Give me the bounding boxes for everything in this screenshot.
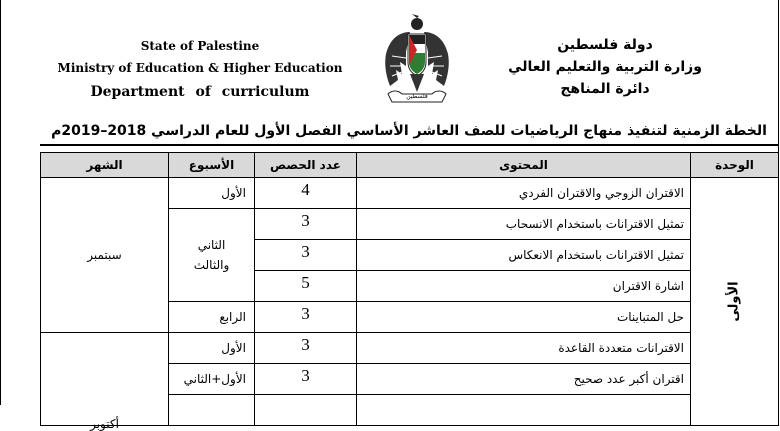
title-underline [40,144,778,146]
periods-cell: 3 [255,364,357,395]
header-periods: عدد الحصص [255,153,357,178]
schedule-table [40,152,779,431]
header-en-department: Department of curriculum [90,84,310,100]
week-cell: الأول+الثاني [169,364,255,395]
header-week: الأسبوع [169,153,255,178]
table-row [41,333,779,364]
content-cell: اقتران أكبر عدد صحيح [357,364,691,395]
header-ar-department: دائرة المناهج [560,81,650,97]
content-cell: الاقترانات متعددة القاعدة [357,333,691,364]
document-title: الخطة الزمنية لتنفيذ منهاج الرياضيات للصف العاشر الأساسي الفصل الأول للعام الدراسي 2018–2019م [51,123,767,139]
week-cell: الأول [169,178,255,209]
periods-cell: 3 [255,209,357,240]
content-cell: تمثيل الاقترانات باستخدام الانسحاب [357,209,691,240]
content-cell: تمثيل الاقترانات باستخدام الانعكاس [357,240,691,271]
emblem-caption: فلسطين [406,93,428,100]
palestine-emblem-icon [372,10,462,110]
week-label-line1: الثاني [197,238,226,252]
content-cell [357,395,691,426]
header-ar-state: دولة فلسطين [557,37,653,53]
header-ar-ministry: وزارة التربية والتعليم العالي [508,59,702,75]
week-cell: الأول [169,333,255,364]
periods-cell [255,395,357,426]
unit-label: الأولى [726,281,742,322]
table-row [41,178,779,209]
header-en-state: State of Palestine [140,39,260,53]
content-cell: اشارة الاقتران [357,271,691,302]
periods-cell: 4 [255,178,357,209]
week-cell [169,209,255,302]
header-unit: الوحدة [691,153,779,178]
month-cell-september: سبتمبر [41,178,169,333]
week-cell [169,395,255,426]
content-cell: حل المتباينات [357,302,691,333]
unit-cell [691,178,779,426]
header-month: الشهر [41,153,169,178]
header-english [55,38,345,102]
month-label-october: أكتوبر [90,417,119,431]
periods-cell: 3 [255,302,357,333]
week-label-line2: والثالث [193,258,230,272]
table-header-row [41,153,779,178]
content-cell: الاقتران الزوجي والاقتران الفردي [357,178,691,209]
week-cell: الرابع [169,302,255,333]
periods-cell: 3 [255,333,357,364]
header-arabic [505,34,705,100]
periods-cell: 5 [255,271,357,302]
page-left-border [0,0,1,405]
header-en-ministry: Ministry of Education & Higher Education [57,61,343,75]
periods-cell: 3 [255,240,357,271]
month-cell-october [41,333,169,431]
header-content: المحتوى [357,153,691,178]
